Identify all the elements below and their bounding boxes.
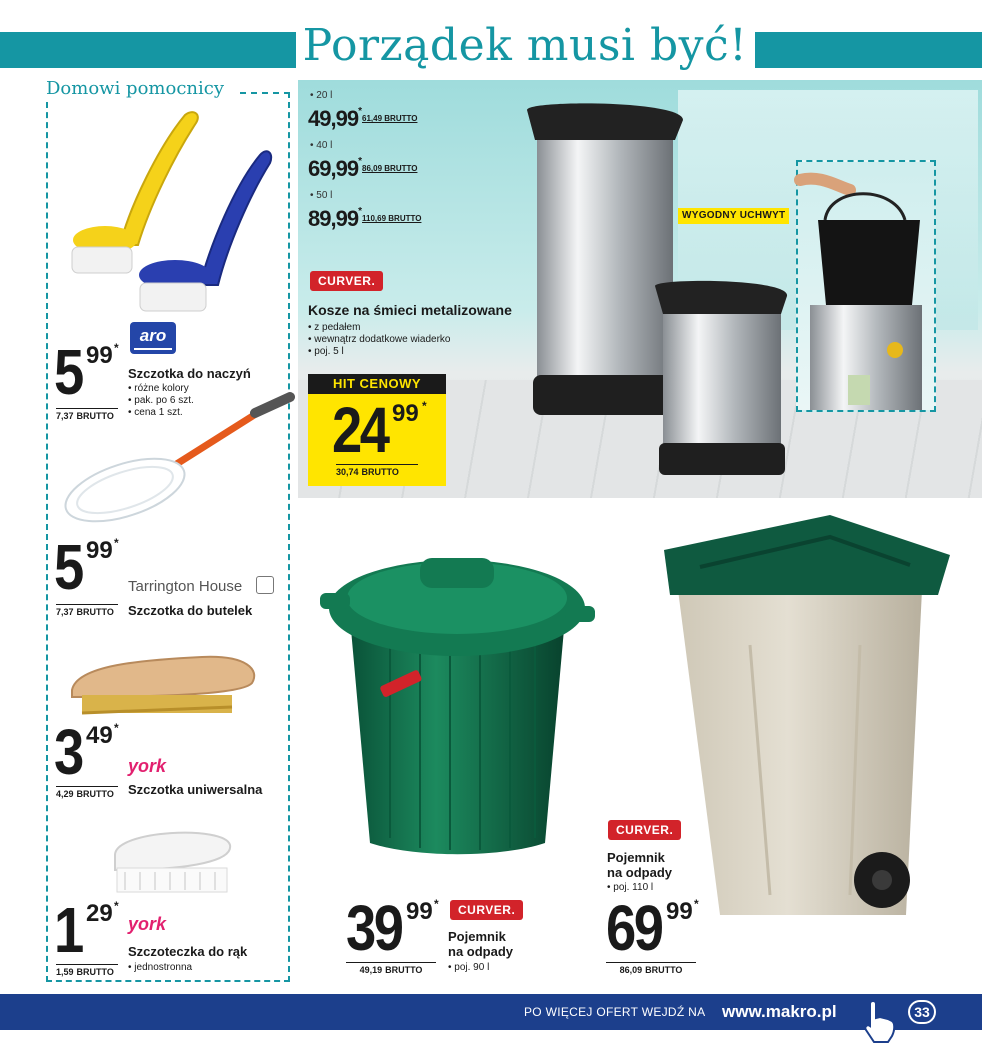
name-nail-brush: Szczoteczka do rąk <box>128 944 248 959</box>
aro-logo: aro <box>130 322 176 354</box>
curver-logo: CURVER. <box>608 820 681 840</box>
wheeled-bin-image <box>660 515 952 935</box>
page-number: 33 <box>908 1000 936 1024</box>
brutto-nail-brush: 1,59 BRUTTO <box>56 964 118 977</box>
volume-40: • 40 l <box>310 140 332 151</box>
hit-brutto: 30,74 BRUTTO <box>336 464 418 477</box>
hit-label: HIT CENOWY <box>308 374 446 394</box>
brutto-20: 61,49 BRUTTO <box>362 114 418 123</box>
price-40: 69,99* <box>308 156 361 181</box>
price-green-bin: 39 99 * <box>346 892 439 964</box>
brutto-dish-brush: 7,37 BRUTTO <box>56 408 118 421</box>
features-nail-brush: • jednostronna <box>128 962 192 974</box>
features-wheeled-bin: • poj. 110 l <box>607 882 653 894</box>
tarrington-logo: Tarrington House <box>128 578 243 595</box>
metal-bin-small-image <box>655 278 790 478</box>
house-icon <box>256 576 274 594</box>
york-logo: york <box>128 756 167 776</box>
brutto-wheeled-bin: 86,09 BRUTTO <box>606 962 696 975</box>
features-dish-brush: • różne kolory • pak. po 6 szt. • cena 1 szt. <box>128 383 194 419</box>
curver-logo: CURVER. <box>450 900 523 920</box>
dish-brush-image <box>60 105 275 315</box>
brutto-40: 86,09 BRUTTO <box>362 164 418 173</box>
name-bottle-brush: Szczotka do butelek <box>128 603 253 618</box>
hit-price-box <box>308 374 446 486</box>
brutto-green-bin: 49,19 BRUTTO <box>346 962 436 975</box>
features-metal-bins: • z pedałem • wewnątrz dodatkowe wiaderko • poj. 5 l <box>308 322 450 358</box>
pointer-hand-icon <box>862 1000 898 1044</box>
volume-50: • 50 l <box>310 190 332 201</box>
footer-url[interactable]: www.makro.pl <box>722 1002 837 1021</box>
name-dish-brush: Szczotka do naczyń <box>128 366 251 381</box>
curver-logo: CURVER. <box>310 271 383 291</box>
hit-price: 24 99 * <box>332 394 427 466</box>
name-wheeled-bin: Pojemnik na odpady <box>607 850 673 880</box>
brutto-scrub-brush: 4,29 BRUTTO <box>56 786 118 799</box>
handle-label: WYGODNY UCHWYT <box>678 208 789 224</box>
price-20: 49,99* <box>308 106 361 131</box>
scrub-brush-image <box>62 645 262 720</box>
price-bottle-brush: 5 99 * <box>54 531 119 603</box>
page-title: Porządek musi być! <box>302 20 748 71</box>
name-metal-bins: Kosze na śmieci metalizowane <box>308 302 512 318</box>
features-green-bin: • poj. 90 l <box>448 962 489 974</box>
price-nail-brush: 1 29 * <box>54 894 119 966</box>
price-scrub-brush: 3 49 * <box>54 716 119 788</box>
brutto-bottle-brush: 7,37 BRUTTO <box>56 604 118 617</box>
york-logo: york <box>128 914 167 934</box>
sidebar-frame-top <box>240 92 290 94</box>
inner-bucket-image <box>800 165 932 410</box>
price-50: 89,99* <box>308 206 361 231</box>
name-scrub-brush: Szczotka uniwersalna <box>128 782 263 797</box>
green-bin-image <box>320 548 595 858</box>
price-wheeled-bin: 69 99 * <box>606 892 699 964</box>
sidebar-title: Domowi pomocnicy <box>42 78 228 99</box>
brutto-50: 110,69 BRUTTO <box>362 214 422 223</box>
volume-20: • 20 l <box>310 90 332 101</box>
header-bar-left <box>0 32 296 68</box>
name-green-bin: Pojemnik na odpady <box>448 929 514 959</box>
footer-text: PO WIĘCEJ OFERT WEJDŹ NA <box>524 1005 706 1019</box>
header-bar-right <box>755 32 982 68</box>
bottle-brush-image <box>55 395 295 535</box>
price-dish-brush: 5 99 * <box>54 336 119 408</box>
nail-brush-image <box>105 820 240 900</box>
